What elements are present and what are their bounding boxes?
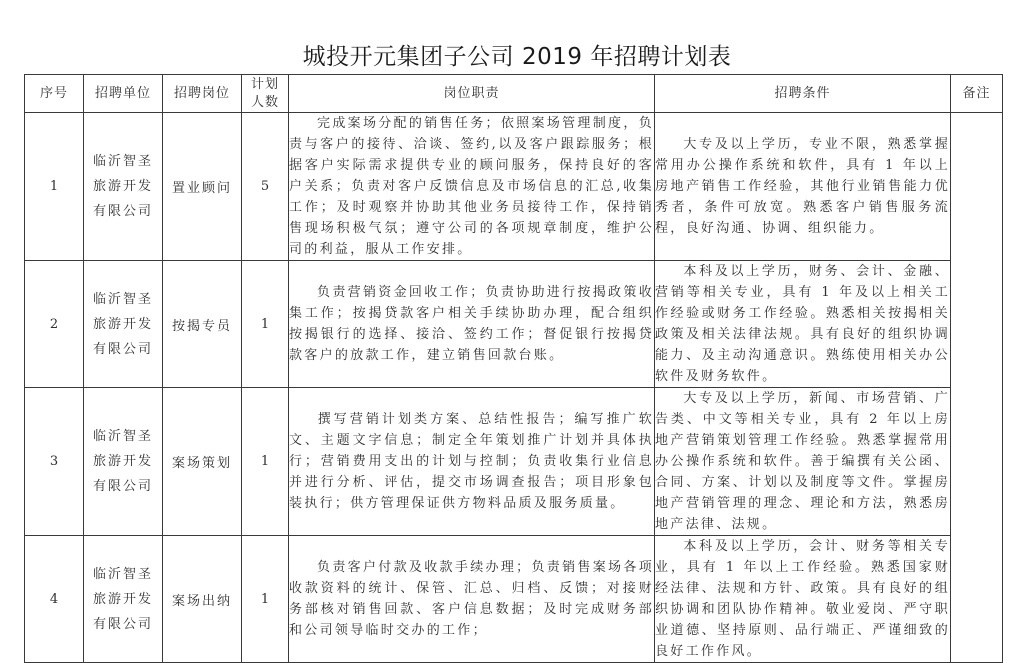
recruitment-plan-table — [24, 74, 1003, 663]
row-requirements — [655, 388, 951, 536]
row-index: 2 — [25, 261, 84, 388]
row-index: 3 — [25, 388, 84, 536]
unit-line: 有限公司 — [92, 341, 153, 357]
header-requirements: 招聘条件 — [655, 75, 951, 113]
duties-text: 负责客户付款及收款手续办理；负责销售案场各项收款资料的统计、保管、汇总、归档、反馈；对接财务部核对销售回款、客户信息数据；及时完成财务部和公司领导临时交办的工作； — [289, 560, 654, 638]
header-unit: 招聘单位 — [84, 75, 163, 113]
table-row — [25, 536, 1003, 663]
row-requirements — [655, 113, 951, 261]
header-count-line2: 人数 — [250, 94, 279, 110]
header-notes: 备注 — [951, 75, 1003, 113]
row-notes — [951, 113, 1003, 663]
row-count: 1 — [242, 388, 289, 536]
unit-line: 旅游开发 — [92, 316, 153, 332]
header-count-line1: 计划 — [250, 76, 279, 92]
row-requirements — [655, 261, 951, 388]
requirements-text: 本科及以上学历，会计、财务等相关专业，具有 1 年以上工作经验。熟悉国家财经法律、法规和方针、政策。具有良好的组织协调和团队协作精神。敬业爱岗、严守职业道德、坚持原则、品行端正、严谨细致的良好工作作风。 — [655, 539, 950, 659]
row-position: 案场策划 — [163, 388, 242, 536]
duties-text: 撰写营销计划类方案、总结性报告；编写推广软文、主题文字信息；制定全年策划推广计划并具体执行；营销费用支出的计划与控制；负责收集行业信息并进行分析、评估，提交市场调查报告；项目形象包装执行；供方管理保证供方物料品质及服务质量。 — [289, 412, 654, 511]
requirements-text: 大专及以上学历，专业不限，熟悉掌握常用办公操作系统和软件，具有 1 年以上房地产销售工作经验，其他行业销售能力优秀者，条件可放宽。熟悉客户销售服务流程，良好沟通、协调、组织能力。 — [655, 137, 950, 236]
unit-line: 有限公司 — [92, 479, 153, 494]
row-unit — [84, 113, 163, 261]
requirements-text: 大专及以上学历，新闻、市场营销、广告类、中文等相关专业，具有 2 年以上房地产营销策划管理工作经验。熟悉掌握常用办公操作系统和软件。善于编撰有关公函、合同、方案、计划以及制度等文件。掌握房地产营销管理的理念、理论和方法，熟悉房地产法律、法规。 — [655, 391, 950, 532]
row-position: 置业顾问 — [163, 113, 242, 261]
row-count: 5 — [242, 113, 289, 261]
unit-line: 临沂智圣 — [92, 429, 153, 444]
unit-line: 旅游开发 — [92, 454, 153, 469]
unit-line: 有限公司 — [92, 204, 153, 219]
unit-line: 临沂智圣 — [92, 291, 153, 307]
row-count: 1 — [242, 536, 289, 663]
row-position: 按揭专员 — [163, 261, 242, 388]
row-index: 1 — [25, 113, 84, 261]
row-count: 1 — [242, 261, 289, 388]
row-index: 4 — [25, 536, 84, 663]
row-duties — [289, 113, 655, 261]
header-duties: 岗位职责 — [289, 75, 655, 113]
unit-line: 旅游开发 — [92, 591, 153, 607]
row-position: 案场出纳 — [163, 536, 242, 663]
unit-line: 有限公司 — [92, 616, 153, 632]
table-row — [25, 388, 1003, 536]
row-unit — [84, 388, 163, 536]
row-unit — [84, 536, 163, 663]
unit-line: 旅游开发 — [92, 179, 153, 194]
row-duties — [289, 536, 655, 663]
row-duties — [289, 261, 655, 388]
unit-line: 临沂智圣 — [92, 154, 153, 169]
row-unit — [84, 261, 163, 388]
document-title: 城投开元集团子公司 2019 年招聘计划表 — [302, 44, 732, 70]
unit-line: 临沂智圣 — [92, 566, 153, 582]
header-index: 序号 — [25, 75, 84, 113]
table-row — [25, 261, 1003, 388]
row-duties — [289, 388, 655, 536]
table-header-row — [25, 75, 1003, 113]
requirements-text: 本科及以上学历，财务、会计、金融、营销等相关专业，具有 1 年及以上相关工作经验或财务工作经验。熟悉相关按揭相关政策及相关法律法规。具有良好的组织协调能力、及主动沟通意识。熟练使用相关办公软件及财务软件。 — [655, 264, 950, 384]
row-requirements — [655, 536, 951, 663]
duties-text: 负责营销资金回收工作；负责协助进行按揭政策收集工作；按揭贷款客户相关手续协助办理，配合组织按揭银行的选择、接洽、签约工作；督促银行按揭贷款客户的放款工作，建立销售回款台账。 — [289, 285, 654, 363]
header-position: 招聘岗位 — [163, 75, 242, 113]
header-count — [242, 75, 289, 113]
duties-text: 完成案场分配的销售任务；依照案场管理制度，负责与客户的接待、洽谈、签约,以及客户跟踪服务；根据客户实际需求提供专业的顾问服务，保持良好的客户关系；负责对客户反馈信息及市场信息的汇总,收集工作；及时观察并协助其他业务员接待工作，保持销售现场积极气氛；遵守公司的各项规章制度，维护公司的利益，服从工作安排。 — [289, 116, 654, 257]
table-row — [25, 113, 1003, 261]
